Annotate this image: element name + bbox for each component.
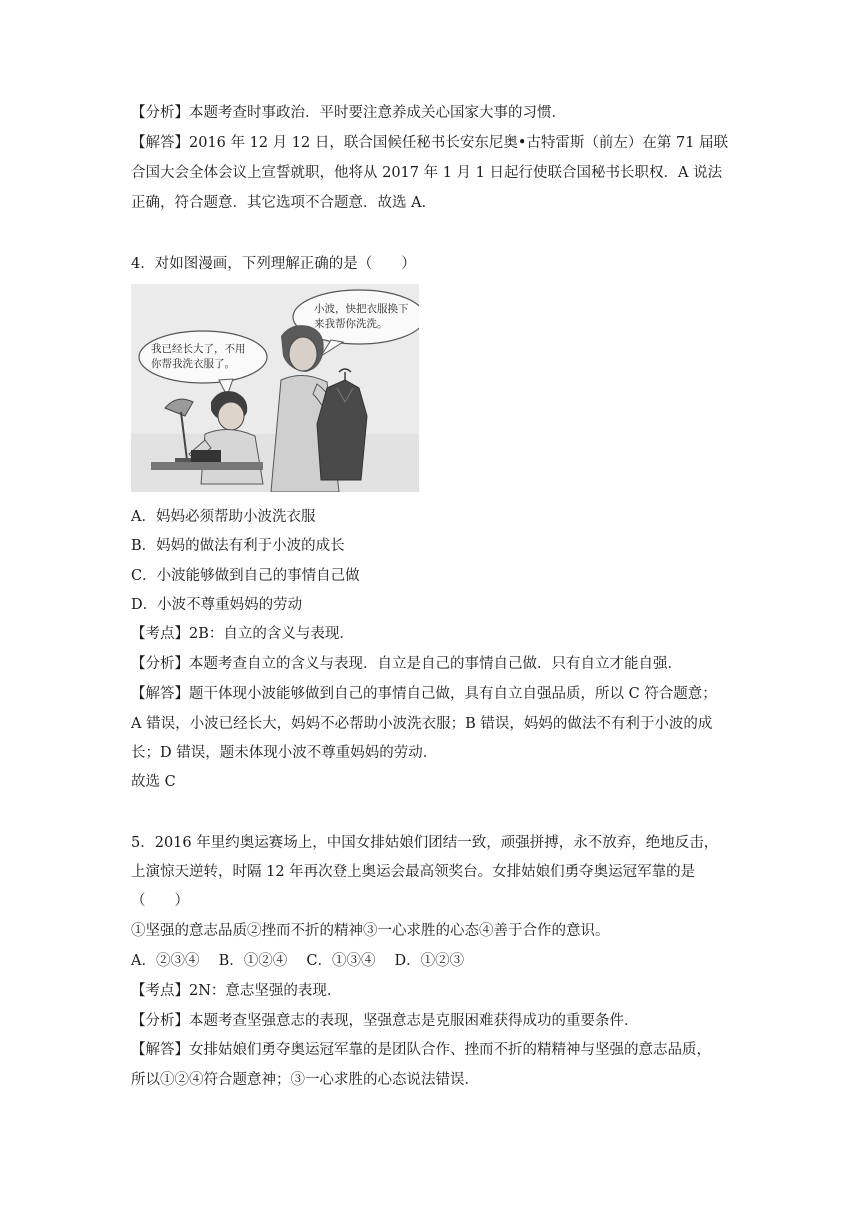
q3-answer-line-2: 合国大会全体会议上宣誓就职，他将从 2017 年 1 月 1 日起行使联合国秘书长职权．A 说法	[131, 165, 723, 181]
q4-answer-line-3: 长；D 错误，题未体现小波不尊重妈妈的劳动．	[131, 745, 438, 761]
q4-option-b: B．妈妈的做法有利于小波的成长	[131, 538, 345, 554]
q4-stem: 4．对如图漫画，下列理解正确的是（ ）	[131, 256, 416, 272]
q5-stem-line-2: 上演惊天逆转，时隔 12 年再次登上奥运会最高领奖台。女排姑娘们勇夺奥运冠军靠的是	[131, 864, 696, 880]
desk-object	[191, 450, 221, 462]
q4-answer-line-1: 【解答】题干体现小波能够做到自己的事情自己做，具有自立自强品质，所以 C 符合题意；	[131, 686, 717, 702]
q5-analysis: 【分析】本题考查坚强意志的表现，坚强意志是克服困难获得成功的重要条件．	[131, 1013, 639, 1029]
q5-answer-line-1: 【解答】女排姑娘们勇夺奥运冠军靠的是团队合作、挫而不折的精精神与坚强的意志品质，	[131, 1042, 711, 1058]
q4-answer-line-4: 故选 C	[131, 774, 176, 790]
cartoon-illustration	[131, 284, 419, 492]
q5-items: ①坚强的意志品质②挫而不折的精神③一心求胜的心态④善于合作的意识。	[131, 923, 610, 939]
q3-answer-line-1: 【解答】2016 年 12 月 12 日，联合国候任秘书长安东尼奥•古特雷斯（前左）在第 71 届联	[131, 135, 729, 151]
q5-stem-line-1: 5．2016 年里约奥运赛场上，中国女排姑娘们团结一致，顽强拼搏，永不放弃，绝地反击，	[131, 835, 719, 851]
q5-point: 【考点】2N：意志坚强的表现．	[131, 983, 342, 999]
boy-bubble-line-2: 你帮我洗衣服了。	[151, 358, 235, 370]
q5-options: A．②③④ B．①②④ C．①③④ D．①②③	[131, 953, 465, 969]
cartoon-image	[131, 284, 419, 492]
q4-answer-line-2: A 错误，小波已经长大，妈妈不必帮助小波洗衣服；B 错误，妈妈的做法不有利于小波的成	[131, 716, 713, 732]
q5-answer-line-2: 所以①②④符合题意神；③一心求胜的心态说法错误．	[131, 1072, 479, 1088]
q3-analysis: 【分析】本题考查时事政治．平时要注意养成关心国家大事的习惯．	[131, 105, 566, 121]
q4-option-d: D．小波不尊重妈妈的劳动	[131, 597, 303, 613]
q4-analysis: 【分析】本题考查自立的含义与表现．自立是自己的事情自己做．只有自立才能自强．	[131, 656, 682, 672]
q4-option-c: C．小波能够做到自己的事情自己做	[131, 568, 360, 584]
q5-stem-line-3: （ ）	[131, 893, 189, 909]
boy-speech-bubble	[139, 331, 267, 383]
q4-option-a: A．妈妈必须帮助小波洗衣服	[131, 509, 316, 525]
mom-bubble-line-2: 来我帮你洗洗。	[314, 318, 388, 330]
mom-bubble-line-1: 小波，快把衣服换下	[314, 303, 409, 315]
q3-answer-line-3: 正确，符合题意．其它选项不合题意．故选 A．	[131, 195, 437, 211]
boy-bubble-line-1: 我已经长大了，不用	[151, 343, 246, 355]
desk	[151, 462, 263, 470]
q4-point: 【考点】2B：自立的含义与表现．	[131, 626, 354, 642]
